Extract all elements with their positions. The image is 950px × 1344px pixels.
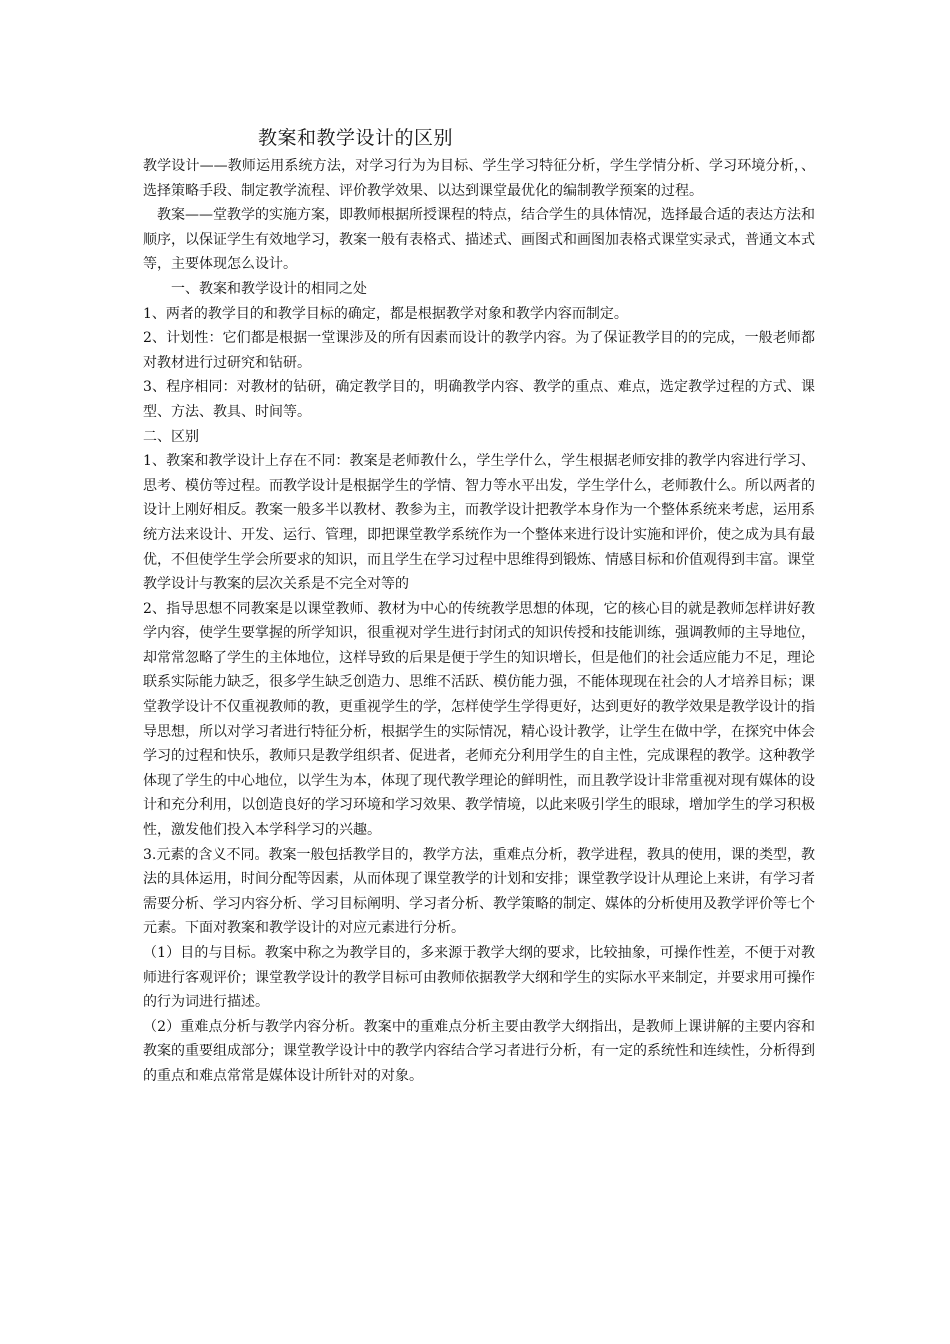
paragraph-element-1: （1）目的与目标。教案中称之为教学目的，多来源于教学大纲的要求，比较抽象，可操作性差，不便于对教师进行客观评价；课堂教学设计的教学目标可由教师依据教学大纲和学生的实际水平来制定，并要求用可操作的行为词进行描述。 <box>143 945 815 1011</box>
paragraph-similarity-2: 2、计划性：它们都是根据一堂课涉及的所有因素而设计的教学内容。为了保证教学目的的完成，一般老师都对教材进行过研究和钻研。 <box>143 330 815 371</box>
paragraph-difference-2: 2、指导思想不同教案是以课堂教师、教材为中心的传统教学思想的体现，它的核心目的就是教师怎样讲好教学内容，使学生要掌握的所学知识，很重视对学生进行封闭式的知识传授和技能训练，强调教师的主导地位，却常常忽略了学生的主体地位，这样导致的后果是便于学生的知识增长，但是他们的社会适应能力不足，理论联系实际能力缺乏，很多学生缺乏创造力、思维不活跃、模仿能力强，不能体现现在社会的人才培养目标；课堂教学设计不仅重视教师的教，更重视学生的学，怎样使学生学得更好，达到更好的教学效果是教学设计的指导思想，所以对学习者进行特征分析，根据学生的实际情况，精心设计教学，让学生在做中学，在探究中体会学习的过程和快乐，教师只是教学组织者、促进者，老师充分利用学生的自主性，完成课程的教学。这种教学体现了学生的中心地位，以学生为本，体现了现代教学理论的鲜明性，而且教学设计非常重视对现有媒体的设计和充分利用，以创造良好的学习环境和学习效果、教学情境，以此来吸引学生的眼球，增加学生的学习积极性，激发他们投入本学科学习的兴趣。 <box>143 600 815 839</box>
paragraph-definition-teaching-design: 教学设计——教师运用系统方法，对学习行为为目标、学生学习特征分析，学生学情分析、学习环境分析，、选择策略手段、制定教学流程、评价教学效果、以达到课堂最优化的编制教学预案的过程。 <box>143 158 815 199</box>
paragraph-element-2: （2）重难点分析与教学内容分析。教案中的重难点分析主要由教学大纲指出，是教师上课讲解的主要内容和教案的重要组成部分；课堂教学设计中的教学内容结合学习者进行分析，有一定的系统性和连续性，分析得到的重点和难点常常是媒体设计所针对的对象。 <box>143 1018 815 1084</box>
paragraph-difference-1: 1、教案和教学设计上存在不同：教案是老师教什么，学生学什么，学生根据老师安排的教学内容进行学习、思考、模仿等过程。而教学设计是根据学生的学情、智力等水平出发，学生学什么，老师教什么。所以两者的设计上刚好相反。教案一般多半以教材、教参为主，而教学设计把教学本身作为一个整体系统来考虑，运用系统方法来设计、开发、运行、管理，即把课堂教学系统作为一个整体来进行设计实施和评价，使之成为具有最优，不但使学生学会所要求的知识，而且学生在学习过程中思维得到锻炼、情感目标和价值观得到丰富。课堂教学设计与教案的层次关系是不完全对等的 <box>143 453 815 593</box>
section-heading-differences: 二、区别 <box>143 428 199 445</box>
paragraph-similarity-3: 3、程序相同：对教材的钻研，确定教学目的，明确教学内容、教学的重点、难点，选定教学过程的方式、课型、方法、教具、时间等。 <box>143 379 815 420</box>
paragraph-difference-3: 3.元素的含义不同。教案一般包括教学目的，教学方法，重难点分析，教学进程，教具的使用，课的类型，教法的具体运用，时间分配等因素，从而体现了课堂教学的计划和安排；课堂教学设计从理论上来讲，有学习者需要分析、学习内容分析、学习目标阐明、学习者分析、教学策略的制定、媒体的分析使用及教学评价等七个元素。下面对教案和教学设计的对应元素进行分析。 <box>143 846 815 937</box>
document-title: 教案和教学设计的区别 <box>258 127 454 149</box>
paragraph-similarity-1: 1、两者的教学目的和教学目标的确定，都是根据教学对象和教学内容而制定。 <box>143 305 628 322</box>
section-heading-similarities: 一、教案和教学设计的相同之处 <box>171 280 367 297</box>
document-page <box>143 124 815 1089</box>
paragraph-definition-lesson-plan: 教案——堂教学的实施方案，即教师根据所授课程的特点，结合学生的具体情况，选择最合适的表达方法和顺序，以保证学生有效地学习，教案一般有表格式、描述式、画图式和画图加表格式课堂实录式，普通文本式等，主要体现怎么设计。 <box>143 207 815 273</box>
